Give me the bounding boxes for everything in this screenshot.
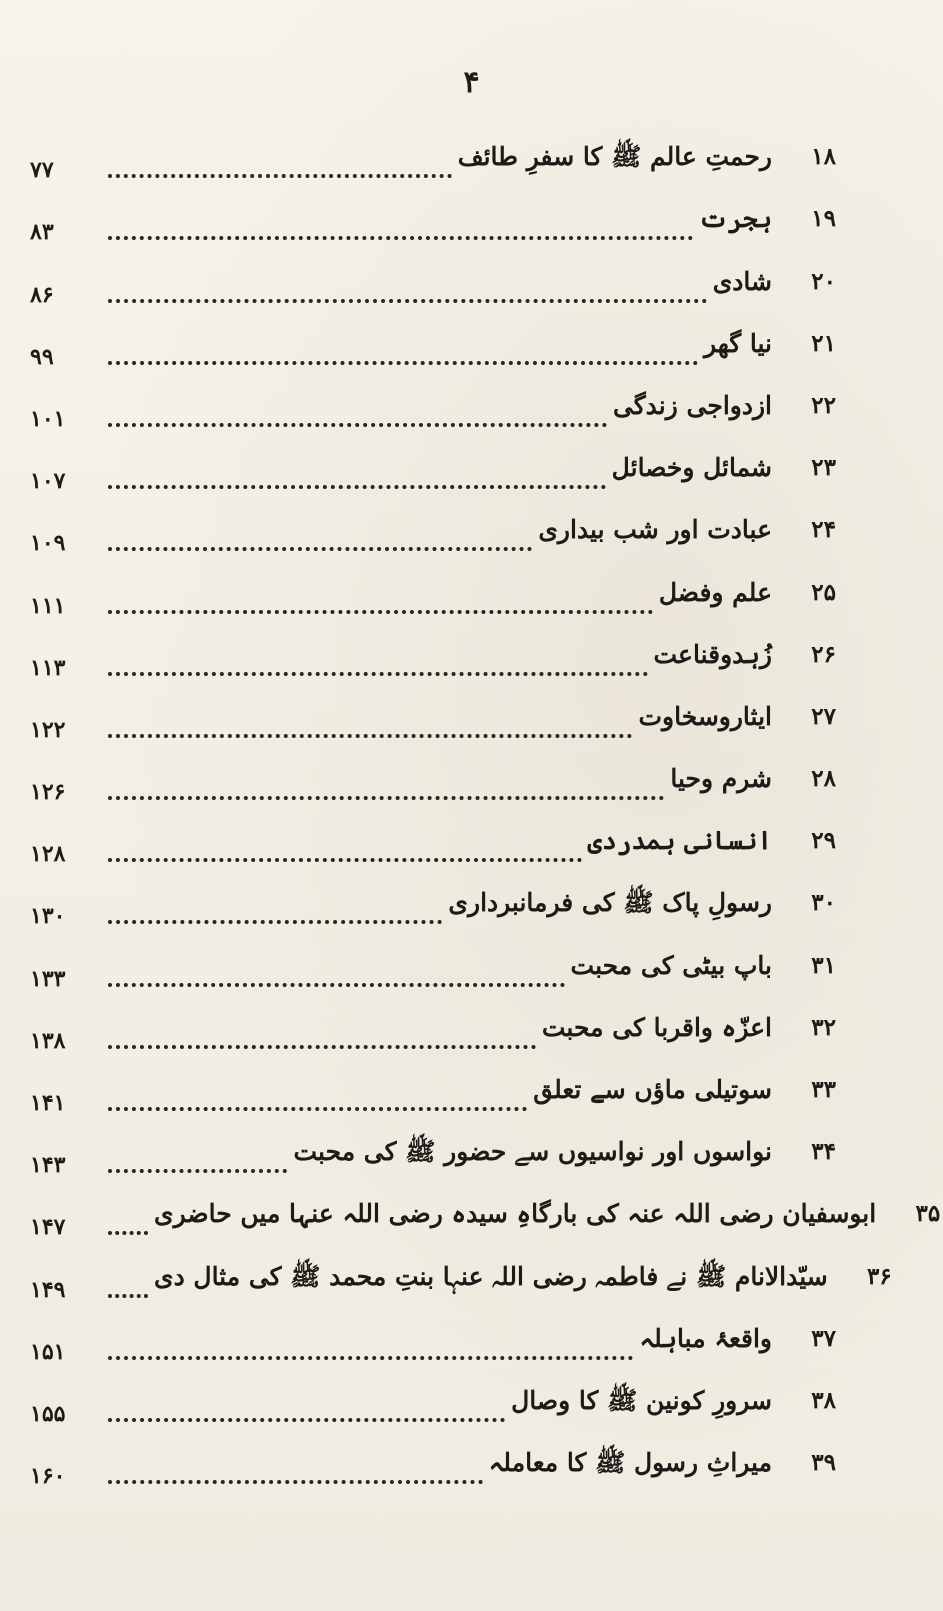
toc-title: اعزّہ واقربا کی محبت (541, 1012, 772, 1042)
toc-entry (30, 565, 836, 627)
dot-leader (108, 361, 698, 365)
toc-title: علم وفضل (658, 577, 772, 607)
dot-leader (108, 174, 452, 178)
toc-chapter-number: ۳۲ (811, 1013, 836, 1041)
toc-page-number: ۸۳ (30, 219, 54, 246)
toc-entry (30, 752, 836, 814)
toc-chapter-number: ۳۰ (811, 889, 836, 917)
dot-leader (108, 485, 606, 489)
toc-entry (30, 690, 836, 752)
toc-chapter-number: ۲۶ (811, 640, 836, 668)
dot-leader (108, 1356, 633, 1360)
toc-chapter-number: ۲۷ (811, 702, 836, 730)
toc-entry (30, 1249, 892, 1311)
toc-entry (30, 317, 836, 379)
toc-chapter-number: ۲۴ (811, 516, 836, 544)
toc-entry (30, 441, 836, 503)
dot-leader (108, 858, 582, 862)
dot-leader (108, 547, 532, 551)
toc-entry (30, 503, 836, 565)
toc-title: سیّدالانام ﷺ نے فاطمہ رضی اللہ عنہا بنتِ محمد ﷺ کی مثال دی (154, 1261, 828, 1291)
toc-page-number: ۱۳۳ (30, 965, 66, 992)
toc-title: میراثِ رسول ﷺ کا معاملہ (488, 1448, 772, 1478)
dot-leader (108, 1418, 505, 1422)
toc-page-number: ۱۴۹ (30, 1276, 66, 1303)
dot-leader (108, 672, 648, 676)
toc-entry (30, 1063, 836, 1125)
dot-leader (108, 920, 442, 924)
page-number: ۴ (463, 65, 480, 100)
toc-chapter-number: ۲۱ (811, 329, 836, 357)
toc-page-number: ۱۱۱ (30, 592, 66, 619)
dot-leader (108, 299, 707, 303)
toc-chapter-number: ۳۷ (811, 1324, 836, 1352)
toc-entry (30, 192, 836, 254)
toc-title: عبادت اور شب بیداری (538, 515, 772, 545)
toc-title: شرم وحیا (670, 764, 772, 794)
toc-chapter-number: ۲۲ (811, 391, 836, 419)
dot-leader (108, 734, 632, 738)
toc-chapter-number: ۲۳ (811, 454, 836, 482)
toc-title: ازدواجی زندگی (612, 390, 772, 420)
toc-title: ہجرت (698, 204, 772, 234)
toc-chapter-number: ۳۸ (811, 1386, 836, 1414)
toc-entry (30, 1312, 836, 1374)
table-of-contents (30, 130, 941, 1498)
toc-chapter-number: ۲۰ (811, 267, 836, 295)
toc-page-number: ۸۶ (30, 281, 54, 308)
toc-page-number: ۱۳۰ (30, 903, 66, 930)
toc-page-number: ۱۵۱ (30, 1338, 66, 1365)
dot-leader (108, 1169, 287, 1173)
toc-page-number: ۱۱۳ (30, 654, 66, 681)
toc-title: سوتیلی ماؤں سے تعلق (533, 1075, 772, 1104)
dot-leader (108, 610, 653, 614)
toc-entry (30, 628, 836, 690)
toc-chapter-number: ۳۵ (915, 1200, 941, 1228)
toc-page-number: ۱۰۷ (30, 468, 66, 495)
toc-title: ابوسفیان رضی اللہ عنہ کی بارگاہِ سیدہ رضی اللہ عنہا میں حاضری (154, 1199, 877, 1229)
toc-chapter-number: ۱۹ (811, 205, 836, 233)
dot-leader (108, 423, 607, 427)
toc-chapter-number: ۳۶ (867, 1262, 892, 1290)
toc-page-number: ۱۴۷ (30, 1214, 66, 1241)
toc-chapter-number: ۳۱ (811, 951, 836, 979)
toc-title: زُہدوقناعت (653, 639, 772, 669)
toc-chapter-number: ۳۴ (811, 1138, 836, 1166)
toc-title: نیا گھر (703, 328, 772, 358)
toc-entry (30, 254, 836, 316)
toc-page-number: ۹۹ (30, 343, 54, 370)
toc-entry (30, 1001, 836, 1063)
toc-chapter-number: ۲۸ (811, 765, 836, 793)
toc-page-number: ۱۵۵ (30, 1400, 66, 1427)
dot-leader (108, 1045, 536, 1049)
toc-title: رحمتِ عالم ﷺ کا سفرِ طائف (457, 142, 772, 172)
toc-title: باپ بیٹی کی محبت (570, 950, 772, 980)
toc-page-number: ۷۷ (30, 157, 54, 184)
dot-leader (108, 1231, 148, 1235)
toc-page-number: ۱۴۱ (30, 1090, 66, 1116)
toc-title: رسولِ پاک ﷺ کی فرمانبرداری (448, 888, 772, 918)
toc-page-number: ۱۳۸ (30, 1027, 66, 1054)
toc-entry (30, 876, 836, 938)
dot-leader (108, 1480, 483, 1484)
toc-entry (30, 379, 836, 441)
toc-entry (30, 1436, 836, 1498)
dot-leader (108, 1294, 148, 1298)
dot-leader (108, 1107, 527, 1111)
toc-chapter-number: ۳۹ (811, 1449, 836, 1477)
toc-entry (30, 130, 836, 192)
toc-page-number: ۱۶۰ (30, 1463, 66, 1490)
toc-page-number: ۱۴۳ (30, 1152, 66, 1179)
toc-title: نواسوں اور نواسیوں سے حضور ﷺ کی محبت (293, 1137, 772, 1167)
dot-leader (108, 236, 693, 240)
toc-page-number: ۱۲۶ (30, 779, 66, 806)
toc-chapter-number: ۲۹ (811, 827, 836, 855)
toc-entry (30, 814, 836, 876)
dot-leader (108, 983, 565, 987)
toc-entry (30, 1187, 941, 1249)
toc-page-number: ۱۲۸ (30, 841, 66, 868)
toc-title: واقعۂ مباہلہ (639, 1323, 772, 1353)
toc-title: شادی (712, 266, 772, 296)
toc-page-number: ۱۰۹ (30, 530, 66, 557)
toc-chapter-number: ۱۸ (811, 143, 836, 171)
toc-entry (30, 1374, 836, 1436)
toc-chapter-number: ۳۳ (811, 1076, 836, 1103)
toc-title: شمائل وخصائل (611, 453, 772, 483)
toc-entry (30, 938, 836, 1000)
dot-leader (108, 796, 664, 800)
toc-title: ایثاروسخاوت (638, 701, 772, 731)
toc-page-number: ۱۲۲ (30, 716, 66, 743)
toc-title: سرورِ کونین ﷺ کا وصال (511, 1385, 772, 1415)
toc-entry (30, 1125, 836, 1187)
toc-page-number: ۱۰۱ (30, 405, 66, 432)
toc-chapter-number: ۲۵ (811, 578, 836, 606)
toc-title: انسانی ہمدردی (587, 826, 772, 856)
